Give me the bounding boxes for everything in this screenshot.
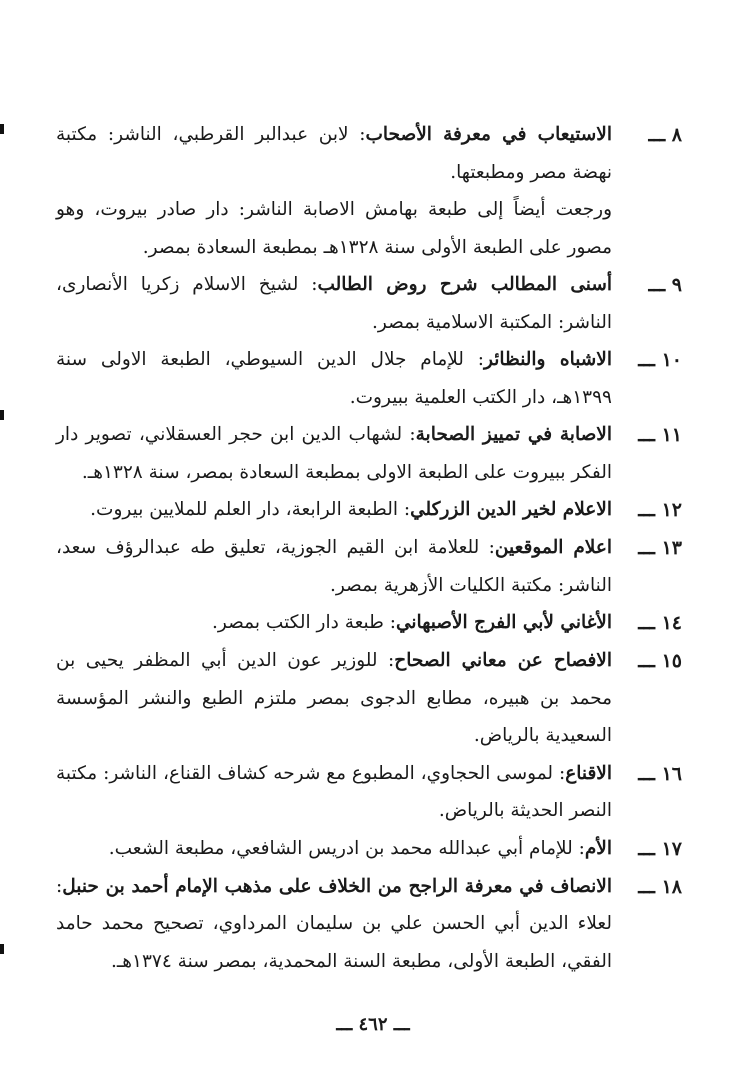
entry-number: ١١ ـــ xyxy=(638,424,682,446)
entry-number: ١٥ ـــ xyxy=(638,650,682,672)
entry-details: : طبعة دار الكتب بمصر. xyxy=(212,612,396,633)
entry-title: الاصابة في تمييز الصحابة xyxy=(415,424,612,445)
entry-title: الأم xyxy=(584,837,612,859)
entry-details: : للعلامة ابن القيم الجوزية، تعليق طه عبدالرؤف سعد، الناشر: مكتبة الكليات الأزهرية بمصر. xyxy=(56,537,612,596)
list-item xyxy=(56,341,682,416)
entry-number: ٨ ـــ xyxy=(648,124,682,146)
entry-number: ١٤ ـــ xyxy=(638,612,682,634)
entry-details: : الطبعة الرابعة، دار العلم للملايين بيروت. xyxy=(90,499,411,520)
entry-title: الاقناع xyxy=(565,762,612,784)
entry-number: ١٢ ـــ xyxy=(638,499,682,521)
list-item xyxy=(56,266,682,341)
entry-title: الاشباه والنظائر xyxy=(484,349,612,370)
list-item xyxy=(56,416,682,491)
entry-text xyxy=(56,266,612,341)
entry-text xyxy=(56,491,612,529)
entry-text xyxy=(56,830,612,868)
entry-details: : لموسى الحجاوي، المطبوع مع شرحه كشاف القناع، الناشر: مكتبة النصر الحديثة بالرياض. xyxy=(56,762,612,821)
entry-note: ورجعت أيضاً إلى طبعة بهامش الاصابة الناشر: دار صادر بيروت، وهو مصور على الطبعة الأولى سنة ١٣٢٨هـ بمطبعة السعادة بمصر. xyxy=(56,199,612,258)
list-item xyxy=(56,116,682,191)
entry-details: : لعلاء الدين أبي الحسن علي بن سليمان المرداوي، تصحيح محمد حامد الفقي، الطبعة الأولى، مطبعة السنة المحمدية، بمصر سنة ١٣٧٤هـ. xyxy=(56,875,612,972)
entry-text xyxy=(56,529,612,604)
entry-text xyxy=(56,604,612,642)
entry-text xyxy=(56,416,612,491)
entry-details: : لشهاب الدين ابن حجر العسقلاني، تصوير دار الفكر ببيروت على الطبعة الاولى بمطبعة السعادة بمصر، سنة ١٣٢٨هـ. xyxy=(56,424,612,483)
entry-details: : لشيخ الاسلام زكريا الأنصارى، الناشر: المكتبة الاسلامية بمصر. xyxy=(56,274,612,333)
entry-title: اعلام الموقعين xyxy=(494,537,613,558)
entry-text xyxy=(56,755,612,830)
entry-title: الاستيعاب في معرفة الأصحاب xyxy=(365,124,612,145)
scan-edge-mark xyxy=(0,944,4,954)
references-list xyxy=(56,116,682,980)
entry-number: ١٨ ـــ xyxy=(638,875,682,898)
entry-number: ١٠ ـــ xyxy=(638,349,682,371)
entry-details: : للإمام أبي عبدالله محمد بن ادريس الشافعي، مطبعة الشعب. xyxy=(108,837,585,859)
entry-number: ١٧ ـــ xyxy=(638,837,682,860)
entry-text xyxy=(56,868,612,981)
entry-text xyxy=(56,341,612,416)
entry-details: : للوزير عون الدين أبي المظفر يحيى بن محمد بن هبيره، مطابع الدجوى بمصر ملتزم الطبع والنشر المؤسسة السعيدية بالرياض. xyxy=(56,650,612,746)
entry-title: الافصاح عن معاني الصحاح xyxy=(394,650,613,671)
list-item xyxy=(56,642,682,755)
list-item xyxy=(56,755,682,830)
scan-edge-mark xyxy=(0,124,4,134)
entry-title: الأغاني لأبي الفرج الأصبهاني xyxy=(395,612,612,633)
list-item xyxy=(56,529,682,604)
list-item xyxy=(56,491,682,529)
entry-title: أسنى المطالب شرح روض الطالب xyxy=(317,274,612,295)
entry-title: الانصاف في معرفة الراجح من الخلاف على مذهب الإمام أحمد بن حنبل xyxy=(62,875,612,897)
entry-details: : للإمام جلال الدين السيوطي، الطبعة الاولى سنة ١٣٩٩هـ، دار الكتب العلمية ببيروت. xyxy=(56,349,612,408)
entry-details: : لابن عبدالبر القرطبي، الناشر: مكتبة نهضة مصر ومطبعتها. xyxy=(56,124,612,183)
list-item xyxy=(56,830,682,868)
entry-number: ١٦ ـــ xyxy=(638,762,682,785)
scan-edge-mark xyxy=(0,410,4,420)
page-number: ـــ ٤٦٢ ـــ xyxy=(336,1014,410,1035)
entry-text xyxy=(56,116,612,191)
entry-text xyxy=(56,642,612,755)
entry-number: ١٣ ـــ xyxy=(638,537,682,559)
list-item xyxy=(56,604,682,642)
entry-number: ٩ ـــ xyxy=(648,274,682,296)
list-item xyxy=(56,868,682,981)
entry-title: الاعلام لخير الدين الزركلي xyxy=(410,499,612,520)
